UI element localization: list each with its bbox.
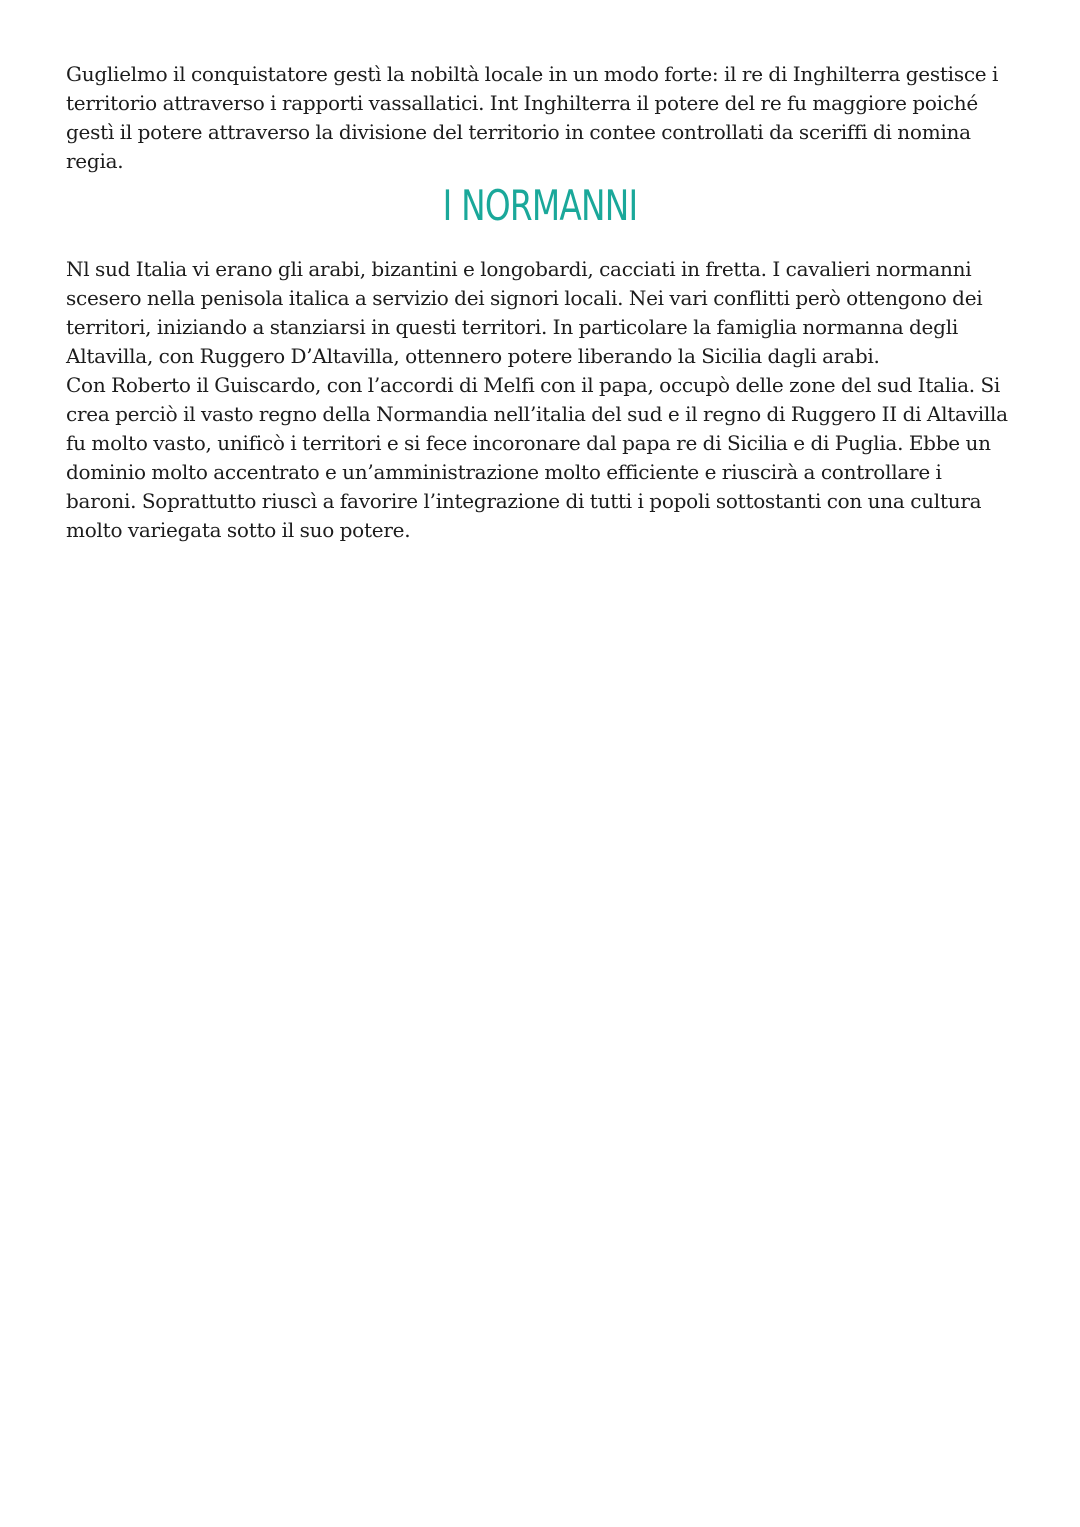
paragraph-guglielmo: [66, 60, 1026, 176]
paragraph-normanni: [66, 255, 1026, 545]
section-heading: I NORMANNI: [442, 181, 638, 230]
text-line: Altavilla, con Ruggero D’Altavilla, ottennero potere liberando la Sicilia dagli arabi.: [66, 344, 880, 368]
text-line: Con Roberto il Guiscardo, con l’accordi di Melfi con il papa, occupò delle zone del sud Italia. Si: [66, 373, 1001, 397]
text-line: dominio molto accentrato e un’amministrazione molto efficiente e riuscirà a controllare i: [66, 460, 942, 484]
text-line: molto variegata sotto il suo potere.: [66, 518, 411, 542]
text-line: territori, iniziando a stanziarsi in questi territori. In particolare la famiglia normanna degli: [66, 315, 958, 339]
text-line: regia.: [66, 149, 124, 173]
text-line: territorio attraverso i rapporti vassallatici. Int Inghilterra il potere del re fu maggiore poiché: [66, 91, 978, 115]
text-line: Nl sud Italia vi erano gli arabi, bizantini e longobardi, cacciati in fretta. I cavalieri normanni: [66, 257, 972, 281]
text-line: fu molto vasto, unificò i territori e si fece incoronare dal papa re di Sicilia e di Puglia. Ebbe un: [66, 431, 991, 455]
text-line: crea perciò il vasto regno della Normandia nell’italia del sud e il regno di Ruggero II di Altavilla: [66, 402, 1008, 426]
text-line: gestì il potere attraverso la divisione del territorio in contee controllati da sceriffi di nomina: [66, 120, 971, 144]
text-line: baroni. Soprattutto riuscì a favorire l’integrazione di tutti i popoli sottostanti con una cultura: [66, 489, 982, 513]
text-line: Guglielmo il conquistatore gestì la nobiltà locale in un modo forte: il re di Inghilterra gestisce i: [66, 62, 999, 86]
text-line: scesero nella penisola italica a servizio dei signori locali. Nei vari conflitti però ottengono dei: [66, 286, 983, 310]
